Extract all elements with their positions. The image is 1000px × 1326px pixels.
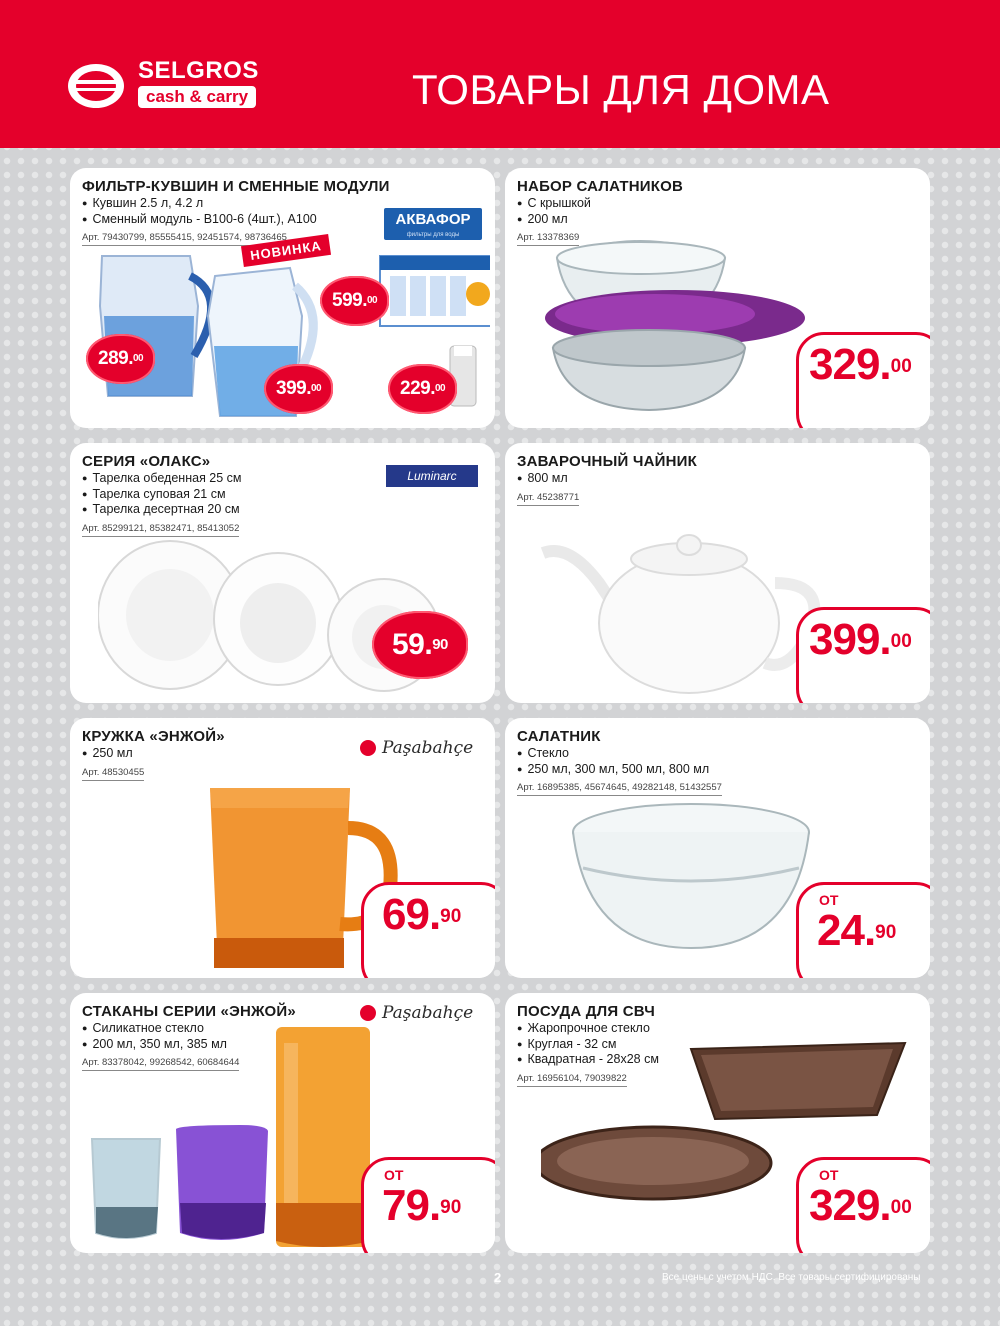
price-cents: 90 bbox=[875, 922, 897, 943]
price-cents: 90 bbox=[440, 1197, 462, 1218]
product-card-olax-plates bbox=[70, 443, 495, 703]
aquaphor-logo bbox=[384, 208, 482, 240]
price-main: 289. bbox=[98, 348, 133, 369]
product-title: СЕРИЯ «ОЛАКС» bbox=[82, 453, 211, 470]
price-main: 399. bbox=[809, 615, 891, 664]
price-cents: 00 bbox=[890, 631, 912, 652]
product-card-salad-bowl-set bbox=[505, 168, 930, 428]
product-article: Арт. 48530455 bbox=[82, 767, 144, 781]
teapot-image bbox=[539, 513, 839, 703]
product-feature: ● Кувшин 2.5 л, 4.2 л bbox=[82, 196, 483, 212]
price-cents: 90 bbox=[432, 636, 448, 653]
price-tag-module-single bbox=[388, 364, 457, 414]
product-feature: ● Тарелка обеденная 25 см bbox=[82, 471, 483, 487]
price-main: 229. bbox=[400, 378, 435, 399]
product-feature: ● 800 мл bbox=[517, 471, 918, 487]
product-feature: ● 250 мл bbox=[82, 746, 483, 762]
product-feature: ● Тарелка десертная 20 см bbox=[82, 502, 483, 518]
price-tag-jug-large bbox=[264, 364, 333, 414]
price-prefix: ОТ bbox=[384, 1167, 404, 1183]
product-feature: ● Силикатное стекло bbox=[82, 1021, 483, 1037]
price-value bbox=[382, 890, 462, 939]
price-main: 599. bbox=[332, 290, 367, 311]
footer-note: Все цены с учетом НДС. Все товары сертифицированы bbox=[662, 1272, 921, 1283]
salad-bowl-image bbox=[567, 798, 827, 968]
brand-name: АКВАФОР bbox=[395, 211, 471, 228]
price-value bbox=[809, 615, 912, 664]
logo-tagline: cash & carry bbox=[138, 86, 256, 108]
product-feature: ● С крышкой bbox=[517, 196, 918, 212]
product-article: Арт. 16956104, 79039822 bbox=[517, 1073, 627, 1087]
page-title: ТОВАРЫ ДЛЯ ДОМА bbox=[412, 66, 830, 113]
product-feature: ● Сменный модуль - В100-6 (4шт.), А100 bbox=[82, 212, 483, 228]
price-tag-jug-small bbox=[86, 334, 155, 384]
glasses-image bbox=[90, 1023, 390, 1253]
page-number: 2 bbox=[494, 1270, 502, 1285]
price-box bbox=[361, 882, 495, 978]
price-tag bbox=[372, 611, 468, 679]
price-main: 79. bbox=[382, 1181, 441, 1230]
product-card-microwave-dishes bbox=[505, 993, 930, 1253]
luminarc-logo: Luminarc bbox=[386, 465, 478, 487]
product-card-teapot bbox=[505, 443, 930, 703]
product-title: НАБОР САЛАТНИКОВ bbox=[517, 178, 684, 195]
product-title: ПОСУДА ДЛЯ СВЧ bbox=[517, 1003, 655, 1020]
price-main: 329. bbox=[809, 1181, 891, 1230]
price-value bbox=[809, 1181, 912, 1230]
product-title: ФИЛЬТР-КУВШИН И СМЕННЫЕ МОДУЛИ bbox=[82, 178, 390, 195]
price-box bbox=[361, 1157, 495, 1253]
selgros-logo-icon bbox=[66, 58, 132, 112]
product-title: ЗАВАРОЧНЫЙ ЧАЙНИК bbox=[517, 453, 697, 470]
brand-sub: фильтры для воды bbox=[406, 232, 460, 238]
selgros-logo bbox=[66, 58, 276, 112]
product-feature: ● Стекло bbox=[517, 746, 918, 762]
price-cents: 00 bbox=[890, 1197, 912, 1218]
price-cents: 00 bbox=[890, 356, 912, 377]
product-feature: ● Квадратная - 28х28 см bbox=[517, 1052, 918, 1068]
price-box bbox=[796, 332, 930, 428]
price-cents: 90 bbox=[440, 906, 462, 927]
product-article: Арт. 16895385, 45674645, 49282148, 51432557 bbox=[517, 782, 722, 796]
price-main: 399. bbox=[276, 378, 311, 399]
price-value bbox=[809, 340, 912, 389]
price-value bbox=[382, 1181, 462, 1230]
price-prefix: ОТ bbox=[819, 1167, 839, 1183]
product-feature: ● 200 мл, 350 мл, 385 мл bbox=[82, 1037, 483, 1053]
product-feature: ● Жаропрочное стекло bbox=[517, 1021, 918, 1037]
price-cents: 00 bbox=[132, 353, 144, 364]
product-feature: ● Тарелка суповая 21 см bbox=[82, 487, 483, 503]
product-title: СТАКАНЫ СЕРИИ «ЭНЖОЙ» bbox=[82, 1003, 296, 1020]
price-main: 59. bbox=[392, 628, 433, 661]
product-card-salad-bowl bbox=[505, 718, 930, 978]
page-header bbox=[0, 0, 1000, 148]
product-card-mug bbox=[70, 718, 495, 978]
new-badge: НОВИНКА bbox=[241, 234, 331, 267]
price-box bbox=[796, 607, 930, 703]
logo-name: SELGROS bbox=[138, 57, 259, 84]
price-prefix: ОТ bbox=[819, 892, 839, 908]
pasabahce-logo: Paşabahçe bbox=[360, 738, 473, 758]
product-title: КРУЖКА «ЭНЖОЙ» bbox=[82, 728, 225, 745]
price-main: 24. bbox=[817, 906, 876, 955]
product-title: САЛАТНИК bbox=[517, 728, 601, 745]
price-cents: 00 bbox=[310, 383, 322, 394]
pasabahce-logo: Paşabahçe bbox=[360, 1003, 473, 1023]
product-card-filter-jug bbox=[70, 168, 495, 428]
product-article: Арт. 79430799, 85555415, 92451574, 98736465 bbox=[82, 232, 287, 246]
price-box bbox=[796, 882, 930, 978]
price-cents: 00 bbox=[366, 295, 378, 306]
price-cents: 00 bbox=[434, 383, 446, 394]
product-article: Арт. 85299121, 85382471, 85413052 bbox=[82, 523, 239, 537]
product-feature: ● 200 мл bbox=[517, 212, 918, 228]
product-article: Арт. 83378042, 99268542, 60684644 bbox=[82, 1057, 239, 1071]
price-main: 329. bbox=[809, 340, 891, 389]
product-card-glasses bbox=[70, 993, 495, 1253]
product-article: Арт. 13378369 bbox=[517, 232, 579, 246]
price-value bbox=[817, 906, 897, 955]
price-tag-modules-pack bbox=[320, 276, 389, 326]
product-feature: ● Круглая - 32 см bbox=[517, 1037, 918, 1053]
product-article: Арт. 45238771 bbox=[517, 492, 579, 506]
product-feature: ● 250 мл, 300 мл, 500 мл, 800 мл bbox=[517, 762, 918, 778]
price-box bbox=[796, 1157, 930, 1253]
price-main: 69. bbox=[382, 890, 441, 939]
